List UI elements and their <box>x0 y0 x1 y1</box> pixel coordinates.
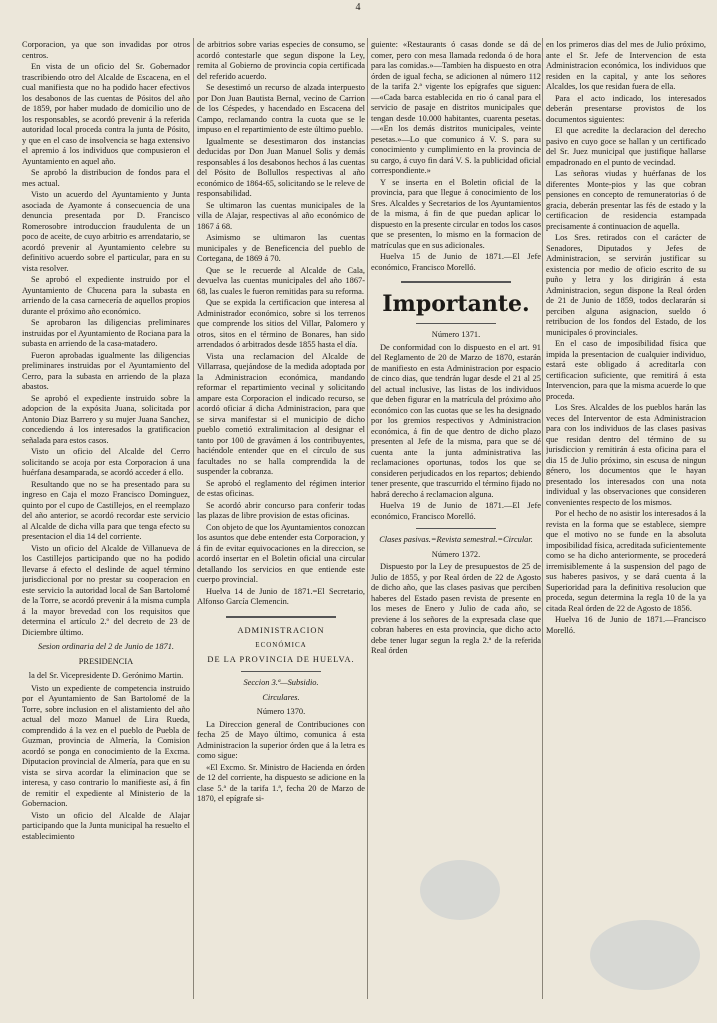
paragraph: Asimismo se ultimaron las cuentas municipales y de Beneficencia del pueblo de Cortegana, de 1869 á 70. <box>197 233 365 263</box>
paragraph: Corporacion, ya que son invadidas por otros centros. <box>22 40 190 60</box>
paragraph: Se aprobó el reglamento del régimen interior de estas oficinas. <box>197 478 365 498</box>
paragraph: Los Sres. retirados con el carácter de Senadores, Diputados y Jefes de Administracion, se servirán justificar su existencia por medio de oficio escrito de su puño y letra y los dirigirán á esta Administracion, segun dispone la Real órden de 21 de Junio de 1859, todos declararán si perciben alguna asignacion, sueldo ó retribucion de los fondos del Estado, de los municipales ó provinciales. <box>546 233 706 337</box>
paragraph: Se aprobó el expediente instruido sobre la adopcion de la expósita Juana, solicitada por Antonio Diaz Barrero y su mujer Juana Sanchez, concediendo á los interesados la gratificacion señalada para estos casos. <box>22 393 190 445</box>
paragraph: Dispuesto por la Ley de presupuestos de 25 de Julio de 1855, y por Real órden de 22 de Agosto de dicho año, que las clases pasivas que perciben haberes del Estado pasen revista de presente en los meses de Enero y Julio de cada año, se previene á los señores de la expresada clase que cobran haberes en esta provincia, que dicho acto debe tener lugar segun la regla 2.ª de la referida Real órden <box>371 562 541 655</box>
section-subheading: DE LA PROVINCIA DE HUELVA. <box>207 654 355 664</box>
signature: Huelva 15 de Junio de 1871.—El Jefe económico, Francisco Morelló. <box>371 252 541 272</box>
paragraph: Se ultimaron las cuentas municipales de la villa de Alajar, respectivas al año económico de 1867 á 68. <box>197 200 365 231</box>
paragraph: La Direccion general de Contribuciones con fecha 25 de Mayo último, comunica á esta Administracion la superior órden que á la letra es como sigue: <box>197 719 365 760</box>
paragraph: Para el acto indicado, los interesados deberán presentarse provistos de los documentos siguientes: <box>546 93 706 124</box>
paragraph: Se acordó abrir concurso para conferir todas las plazas de libre provision de estas oficinas. <box>197 500 365 520</box>
paragraph: Visto un acuerdo del Ayuntamiento y Junta asociada de Ayamonte á consecuencia de una denuncia presentada por D. Francisco Romerosobre introduccion fraudulenta de un poco de aceite, de cuyo arbitrio es arrendatario, se acordó prevenir al Ayuntamiento celebre su definitivo acuerdo sobre el particular, para en su vista resolver. <box>22 190 190 273</box>
paragraph: Igualmente se desestimaron dos instancias deducidas por Don Juan Manuel Solis y demás responsables á los desabonos hechos á las cuentas del Pósito de Bollullos respectivas al año económico de 1864-65, solicitando se le releve de responsabilidad. <box>197 136 365 198</box>
signature: Huelva 14 de Junio de 1871.=El Secretario, Alfonso García Clemencin. <box>197 586 365 606</box>
section-heading: ADMINISTRACION <box>237 625 325 635</box>
paragraph: El que acredite la declaracion del derecho pasivo en cuyo goce se hallan y un certificado del Sr. Juez municipal que justifique hallarse empadronado en el punto de vecindad. <box>546 126 706 167</box>
presidencia-heading: PRESIDENCIA <box>78 656 134 666</box>
paragraph: Que se expida la certificacion que interesa al Administrador económico, sobre si los terrenos que comprende los sitios del Villar, Palomero y otros, sitos en el término de Bonares, han sido arrendados ó arbitrados desde 1855 hasta el día. <box>197 298 365 349</box>
column-2 <box>197 40 365 997</box>
separator <box>226 616 336 618</box>
column-1 <box>22 40 190 997</box>
paragraph: De conformidad con lo dispuesto en el art. 91 del Reglamento de 20 de Marzo de 1870, estarán de manifiesto en esta Administracion por espacio de cinco dias, que tendrán lugar desde el 21 al 25 del actual inclusive, las listas de los individuos que deben figurar en la matrícula del próximo año económico con las cuotas que se les ha designado por los gremios respectivos y Administracion económica, á fin de que dentro de dicho plazo presenten al Jefe de la misma, para que se dé cuenta ante la junta administrativa las reclamaciones oportunas, todos los que se consideren perjudicados en los repartos; debiendo tener presente, que trascurrido el término fijado no habrá derecho á reclamacion alguna. <box>371 342 541 499</box>
paragraph: en los primeros dias del mes de Julio próximo, ante el Sr. Jefe de Intervencion de esta Administracion económica, los individuos que residen en la capital, y ante los señores Alcaldes, los que residan fuera de ella. <box>546 40 706 91</box>
separator <box>416 323 496 324</box>
paragraph: Fueron aprobadas igualmente las diligencias preliminares instruidas por el Ayuntamiento del Cerro, para la subasta en arriendo de la plaza abastos. <box>22 350 190 391</box>
column-3 <box>371 40 541 997</box>
paragraph: En vista de un oficio del Sr. Gobernador trascribiendo otro del Alcalde de Escacena, en el cual manifiesta que no ha podido hacer efectivos los desabonos de las cuentas de Pósitos del año de 1859, por haber mudado de domicilio uno de los responsables, se acordó prevenir á la referida autoridad local proceda contra la junta de Pósito, y que en el caso de insolvencia se haga extensivo el apremio á los individuos que compusieron el Ayuntamiento en aquel año. <box>22 62 190 166</box>
paper-stain <box>420 860 500 920</box>
paragraph: Resultando que no se ha presentado para su ingreso en Caja el mozo Francisco Dominguez, quinto por el cupo de Castillejos, en el reemplazo del año anterior, se acordó recordar este servicio al Alcalde de dicha villa para que tenga efecto su presentacion el dia 14 del corriente. <box>22 479 190 541</box>
paragraph: Que se le recuerde al Alcalde de Cala, devuelva las cuentas municipales del año 1867-68, las cuales le fueron remitidas para su reforma. <box>197 265 365 296</box>
separator <box>241 671 321 672</box>
separator <box>401 281 511 283</box>
paragraph: Y se inserta en el Boletin oficial de la provincia, para que llegue á conocimiento de los Sres. Alcaldes y Secretarios de los Ayuntamientos de la misma, á fin de que puedan aplicar lo dispuesto en la presente circular en todos los casos que se presenten, lo mismo en la formacion de matrículas que en sus adicionales. <box>371 177 541 250</box>
session-heading: Sesion ordinaria del 2 de Junio de 1871. <box>38 642 174 651</box>
paragraph: de arbitrios sobre varias especies de consumo, se acordó contestarle que segun dispone la Ley, remita al Gobierno de provincia copia certificada del referido acuerdo. <box>197 40 365 81</box>
column-rule <box>193 38 194 999</box>
circulares-label: Circulares. <box>262 692 300 702</box>
paragraph: Se aprobaron las diligencias preliminares instruidas por el Ayuntamiento de Rociana para la subasta en arriendo de la casa-matadero. <box>22 318 190 348</box>
number-label: Número 1370. <box>256 707 306 716</box>
paragraph: Visto un oficio del Alcalde de Villanueva de los Castillejos participando que no ha podido llevarse á efecto el deslinde de aquel término jurisdiccional por no prestar su cooperacion en este servicio la autoridad local de San Bartolomé de la Torre, se acordó prevenir á la misma cumpla á la mayor brevedad con los requisitos que determina el artículo 2.º del decreto de 23 de Diciembre último. <box>22 543 190 637</box>
paragraph: Visto un expediente de competencia instruido por el Ayuntamiento de San Bartolomé de la Torre, sobre inclusion en el alistamiento del año actual del mozo Manuel de Lira Rueda, comprendido á la vez en el pueblo de Puebla de Guzman, provincia de Almería, la Comision acordó se ponga en conocimiento de la Excma. Diputacion provincial de Almería, para que en su vista se sirva acordar la eliminacion que se interesa, y caso contrario lo manifieste así, á fin de remitir el expediente al Ministerio de la Gobernacion. <box>22 683 190 808</box>
column-rule <box>367 38 368 999</box>
page-number: 4 <box>355 2 362 13</box>
paragraph: Se aprobó la distribucion de fondos para el mes actual. <box>22 168 190 188</box>
section-label: Clases pasivas.=Revista semestral.=Circular. <box>379 535 533 544</box>
column-rule <box>542 38 543 999</box>
paper-stain <box>590 920 700 990</box>
paragraph: Visto un oficio del Alcalde del Cerro solicitando se acoja por esta Corporacion á una huérfana desamparada, se acordó acceder á ello. <box>22 447 190 477</box>
paragraph: Se aprobó el expediente instruido por el Ayuntamiento de Chucena para la subasta en arriendo de la casa carnecería de aquellos propios durante el próximo año económico. <box>22 275 190 316</box>
paragraph: «El Excmo. Sr. Ministro de Hacienda en órden de 12 del corriente, ha dispuesto se adicione en la clase 5.ª de la tarifa 1.ª, fecha 20 de Marzo de 1870, el epígrafe si- <box>197 762 365 803</box>
paragraph: Las señoras viudas y huérfanas de los diferentes Monte-pios y las que cobran pensiones en concepto de remuneratorias ó de gracia, deberán presentar las fés de estado y la certificacion de residencia estampada precisamente á continuacion de aquella. <box>546 169 706 231</box>
section-label: Seccion 3.ª—Subsidio. <box>243 678 319 687</box>
paragraph: En el caso de imposibilidad física que impida la presentacion de cualquier individuo, estará este obligado á acreditarla con certificacion suficiente, que remitirá á esta Intervencion, para que la misma acuerde lo que proceda. <box>546 339 706 401</box>
paragraph: Los Sres. Alcaldes de los pueblos harán las veces del Interventor de esta Administracion para con los individuos de las clases pasivas que residan dentro del término de su jurisdiccion y remitirán á esta oficina para el dia 15 de Julio próximo, sin escusa de ningun género, los documentos que le hayan presentado los interesados con una nota individual y las observaciones que consideren convenientes respecto de los mismos. <box>546 403 706 507</box>
number-label: Número 1371. <box>431 330 481 339</box>
section-subheading: ECONÓMICA <box>255 641 307 649</box>
column-4 <box>546 40 706 997</box>
president-line: la del Sr. Vicepresidente D. Gerónimo Martin. <box>28 671 184 680</box>
number-label: Número 1372. <box>431 549 481 559</box>
paragraph: guiente: «Restaurants ó casas donde se dá de comer, pero con mesa llamada redonda ó de hora para las comidas.»—Tambien ha dispuesto en otra órden de igual fecha, se adicionen al número 112 de la tarifa 2.ª vigente los epígrafes que siguen:—«Cada barca establecida en rio ó canal para el servicio de pasaje en distritos municipales que tengan desde 10.000 habitantes, cuarenta pesetas.—«En los demás distritos municipales, veinte pesetas.»—Lo que comunico á V. S. para su conocimiento y cumplimiento en la provincia de su cargo, á cuyo fin dará V. S. la publicidad oficial correspondiente.» <box>371 40 541 175</box>
signature: Huelva 19 de Junio de 1871.—El Jefe económico, Francisco Morelló. <box>371 501 541 521</box>
paragraph: Por el hecho de no asistir los interesados á la revista en la forma que se establece, siempre que el motivo no se funde en la absoluta imposibilidad física, acreditada suficientemente como se ha dicho anteriormente, se procederá irremisiblemente á la suspension del pago de sus haberes pasivos, y se dará cuenta á la Superioridad para la definitiva resolucion que proceda, segun determina la regla 10 de la ya citada Real órden de 22 de Agosto de 1856. <box>546 509 706 613</box>
paragraph: Con objeto de que los Ayuntamientos conozcan los asuntos que debe entender esta Corporacion, y á fin de evitar equivocaciones en la direccion, se acordó insertar en el Boletin oficial una circular detallando los servicios en que entiende este cuerpo provincial. <box>197 522 365 584</box>
paragraph: Visto un oficio del Alcalde de Alajar participando que la Junta municipal ha resuelto el establecimiento <box>22 810 190 841</box>
important-heading: Importante. <box>382 291 530 317</box>
signature: Huelva 16 de Junio de 1871.—Francisco Morelló. <box>546 615 706 635</box>
separator <box>416 528 496 529</box>
paragraph: Se desestimó un recurso de alzada interpuesto por Don Juan Bautista Bernal, vecino de Carrion de los Céspedes, y hacendado en Escacena del Campo, reclamando contra la cuota que se le impuso en el repartimiento de este último pueblo. <box>197 83 365 134</box>
paragraph: Vista una reclamacion del Alcalde de Villarrasa, quejándose de la medida adoptada por la Administracion económica, mandando reformar el repartimiento vecinal y solicitando ampare esta Corporacion el indicado recurso, se acordó oficiar á dicha Administracion, para que se sirva manifestar si el municipio de dicho pueblo cometió extralimitacion al designar el tanto por 100 de gravámen á los contribuyentes, haciéndole entender que en el círculo de sus facultades no se halla comprendida la de suspender la cobranza. <box>197 351 365 476</box>
